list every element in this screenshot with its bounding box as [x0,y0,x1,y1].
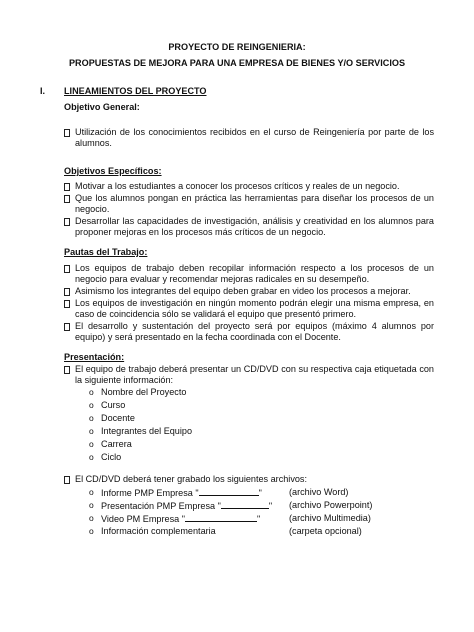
objetivos-especificos-heading: Objetivos Específicos: [64,166,162,176]
presentacion-heading: Presentación: [64,352,125,362]
document-title: PROYECTO DE REINGENIERIA: [168,42,306,52]
quote-close: " [268,501,273,511]
label-item: Nombre del Proyecto [101,387,187,397]
file-type: (archivo Powerpoint) [289,500,373,510]
circle-bullet: o [89,500,94,510]
document-subtitle: PROPUESTAS DE MEJORA PARA UNA EMPRESA DE BIENES Y/O SERVICIOS [68,58,406,68]
section-heading: LINEAMIENTOS DEL PROYECTO [64,86,207,96]
pauta-item: Los equipos de investigación en ningún momento podrán elegir una misma empresa, en caso de coincidencia sólo se validará el equipo que presentó primero. [75,298,434,320]
file-item [101,526,216,537]
checkbox-bullet [64,323,70,331]
pauta-item: Asimismo los integrantes del equipo deben grabar en video los procesos a mejorar. [75,286,411,296]
checkbox-bullet [64,265,70,273]
section-number: I. [40,86,46,96]
file-type: (archivo Multimedia) [289,513,371,523]
pauta-item: El desarrollo y sustentación del proyecto será por equipos (máximo 4 alumnos por equipo) y será presentado en la fecha coordinada con el Docente. [75,321,434,343]
circle-bullet: o [89,439,94,449]
objetivo-especifico-item: Motivar a los estudiantes a conocer los procesos críticos y reales de un negocio. [75,181,400,191]
file-name: Video PM Empresa [101,514,180,524]
file-item [101,513,260,525]
file-name: Informe PMP Empresa [101,488,193,498]
blank-line [221,500,269,509]
checkbox-bullet [64,129,70,137]
pautas-heading: Pautas del Trabajo: [64,247,148,257]
file-name: Información complementaria [101,526,216,536]
circle-bullet: o [89,413,94,423]
label-item: Curso [101,400,126,410]
checkbox-bullet [64,195,70,203]
checkbox-bullet [64,366,70,374]
checkbox-bullet [64,476,70,484]
objetivo-general-item: Utilización de los conocimientos recibidos en el curso de Reingeniería por parte de los alumnos. [75,127,434,149]
objetivo-especifico-item: Que los alumnos pongan en práctica las herramientas para diseñar los procesos de un negocio. [75,193,434,215]
circle-bullet: o [89,487,94,497]
circle-bullet: o [89,387,94,397]
circle-bullet: o [89,400,94,410]
cd-intro: El CD/DVD deberá tener grabado los siguientes archivos: [75,474,308,484]
file-type: (carpeta opcional) [289,526,362,536]
circle-bullet: o [89,452,94,462]
presentacion-intro: El equipo de trabajo deberá presentar un CD/DVD con su respectiva caja etiquetada con la siguiente información: [75,364,434,386]
checkbox-bullet [64,218,70,226]
quote-open: " [217,501,221,511]
circle-bullet: o [89,426,94,436]
objetivo-general-heading: Objetivo General: [64,102,140,112]
checkbox-bullet [64,288,70,296]
quote-close: " [256,514,261,524]
label-item: Integrantes del Equipo [101,426,193,436]
label-item: Docente [101,413,135,423]
file-item [101,500,272,512]
objetivo-especifico-item: Desarrollar las capacidades de investigación, análisis y creatividad en los alumnos para proponer mejoras en los procesos más críticos de un negocio. [75,216,434,238]
label-item: Carrera [101,439,132,449]
file-name: Presentación PMP Empresa [101,501,216,511]
file-item [101,487,262,499]
blank-line [199,487,259,496]
circle-bullet: o [89,513,94,523]
checkbox-bullet [64,300,70,308]
quote-open: " [195,488,199,498]
blank-line [185,513,257,522]
file-type: (archivo Word) [289,487,349,497]
checkbox-bullet [64,183,70,191]
pauta-item: Los equipos de trabajo deben recopilar información respecto a los procesos de un negocio para evaluar y recomendar mejoras radicales en su desempeño. [75,263,434,285]
circle-bullet: o [89,526,94,536]
quote-close: " [258,488,262,498]
quote-open: " [181,514,185,524]
label-item: Ciclo [101,452,122,462]
